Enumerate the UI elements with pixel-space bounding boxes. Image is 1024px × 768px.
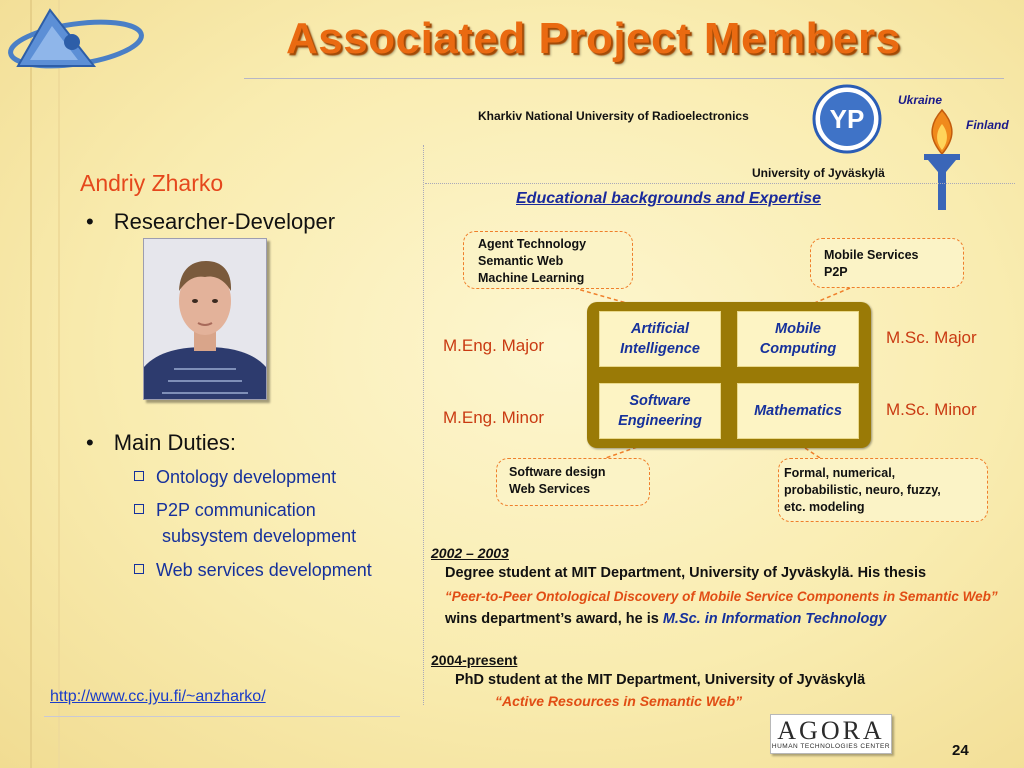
history-line: PhD student at the MIT Department, University of Jyväskylä <box>455 672 866 688</box>
person-photo <box>143 238 267 400</box>
degree-msc-major: M.Sc. Major <box>886 328 977 347</box>
role-text: Researcher-Developer <box>113 209 336 234</box>
degree-msc-minor: M.Sc. Minor <box>886 400 977 419</box>
country-finland: Finland <box>966 118 1009 132</box>
callout-line: Web Services <box>509 482 591 496</box>
field-artificial-intelligence: Artificial Intelligence <box>599 311 721 367</box>
country-ukraine: Ukraine <box>898 93 943 107</box>
thesis-title-msc: “Peer-to-Peer Ontological Discovery of Mobile Service Components in Semantic Web” <box>445 589 998 604</box>
kharkiv-logo-text: YP <box>829 104 865 134</box>
expertise-matrix <box>587 302 871 448</box>
callout-line: Software design <box>509 465 606 479</box>
bullet-dot: • <box>86 209 94 234</box>
history-line: wins department’s award, he is M.Sc. in Information Technology <box>445 611 887 627</box>
background-stripe <box>30 0 32 768</box>
title-underline <box>244 78 1004 79</box>
education-section-title: Educational backgrounds and Expertise <box>516 190 821 207</box>
footer-rule <box>44 716 400 717</box>
duty-item: Ontology development <box>134 464 336 490</box>
callout-line: P2P <box>824 265 848 279</box>
duty-item: P2P communication <box>134 497 316 523</box>
jyvaskyla-university-label: University of Jyväskylä <box>752 166 885 180</box>
kharkiv-university-logo <box>812 84 882 154</box>
agora-logo <box>770 714 892 754</box>
callout-line: probabilistic, neuro, fuzzy, <box>784 483 941 497</box>
history-line: Degree student at MIT Department, University of Jyväskylä. His thesis <box>445 565 927 581</box>
thesis-title-phd: “Active Resources in Semantic Web” <box>495 693 743 709</box>
period-2002-2003: 2002 – 2003 <box>431 545 509 561</box>
jyvaskyla-torch-logo <box>918 106 966 214</box>
callout-mobile-topics <box>810 238 964 288</box>
callout-line: Machine Learning <box>478 271 585 285</box>
kharkiv-university-label: Kharkiv National University of Radioelectronics <box>478 109 749 123</box>
square-bullet-icon <box>134 564 144 574</box>
role-bullet <box>86 209 335 235</box>
degree-meng-major: M.Eng. Major <box>443 336 545 355</box>
callout-line: etc. modeling <box>784 500 865 514</box>
duties-heading: Main Duties: <box>113 430 236 455</box>
field-mathematics: Mathematics <box>737 383 859 439</box>
callout-line: Formal, numerical, <box>784 466 896 480</box>
background-stripe <box>58 0 60 768</box>
callout-line: Agent Technology <box>478 237 587 251</box>
callout-se-topics <box>496 458 650 506</box>
bullet-dot: • <box>86 430 94 455</box>
period-2004-present: 2004-present <box>431 652 518 668</box>
duties-bullet <box>86 430 236 456</box>
field-mobile-computing: Mobile Computing <box>737 311 859 367</box>
column-divider <box>423 145 424 705</box>
callout-line: Mobile Services <box>824 248 919 262</box>
conference-logo-icon <box>8 2 148 82</box>
degree-meng-minor: M.Eng. Minor <box>443 408 545 427</box>
duty-item: Web services development <box>134 557 372 583</box>
square-bullet-icon <box>134 471 144 481</box>
portrait-image <box>144 239 266 399</box>
callout-line: Semantic Web <box>478 254 564 268</box>
agora-logo-sub: HUMAN TECHNOLOGIES CENTER <box>771 743 891 750</box>
homepage-link[interactable]: http://www.cc.jyu.fi/~anzharko/ <box>50 688 266 705</box>
degree-highlight: M.Sc. in Information Technology <box>662 611 887 627</box>
duty-item-continuation: subsystem development <box>162 526 357 546</box>
slide-title: Associated Project Members <box>286 14 901 63</box>
field-software-engineering: Software Engineering <box>599 383 721 439</box>
person-name: Andriy Zharko <box>80 170 224 196</box>
agora-logo-main: AGORA <box>777 716 885 745</box>
callout-ai-topics <box>463 231 633 289</box>
header-divider <box>425 183 1015 184</box>
square-bullet-icon <box>134 504 144 514</box>
page-number: 24 <box>952 742 969 759</box>
callout-math-topics <box>778 458 988 522</box>
